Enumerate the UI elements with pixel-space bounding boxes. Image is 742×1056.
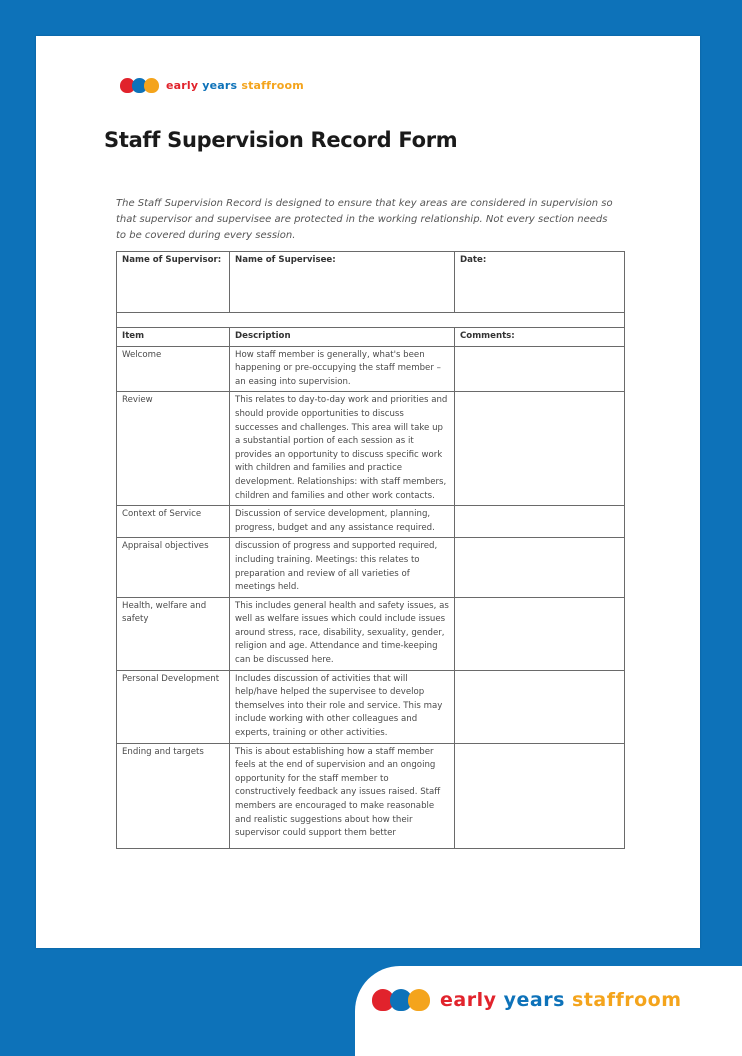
row-item: Context of Service [117,506,230,538]
row-description: This relates to day-to-day work and priorities and should provide opportunities to discuss successes and challenges. This area will take up a substantial portion of each session as it provides an opportunity to discuss specific work with children and families and practice development. Relationships: with staff members, children and families and other work contacts. [230,392,455,506]
row-comments-cell[interactable] [455,506,625,538]
table-row [117,597,625,670]
row-description: Includes discussion of activities that will help/have helped the supervisee to develop themselves into their role and service. This may include working with other colleagues and experts, training or other activities. [230,670,455,743]
brand-word-early: early [440,989,497,1011]
row-item: Ending and targets [117,743,230,848]
row-item: Health, welfare and safety [117,597,230,670]
description-header: Description [230,328,455,347]
row-description: Discussion of service development, planning, progress, budget and any assistance required. [230,506,455,538]
hands-logo-icon [120,78,156,93]
document-page [36,36,700,948]
table-row [117,538,625,597]
brand-word-early: early [166,78,199,92]
row-description: This includes general health and safety issues, as well as welfare issues which could include issues around stress, race, disability, sexuality, gender, religion and age. Attendance and time-keeping can be discussed here. [230,597,455,670]
date-cell[interactable]: Date: [455,252,625,313]
row-comments-cell[interactable] [455,346,625,392]
brand-logo-large [372,978,682,1022]
table-row [117,670,625,743]
supervision-table [116,251,625,849]
table-row [117,506,625,538]
row-description: How staff member is generally, what's been happening or pre-occupying the staff member – an easing into supervision. [230,346,455,392]
brand-wordmark [440,989,682,1011]
row-item: Review [117,392,230,506]
brand-word-years: years [202,78,238,92]
hands-logo-icon [372,989,426,1011]
brand-wordmark [166,79,304,92]
row-description: discussion of progress and supported required, including training. Meetings: this relates to preparation and review of all varieties of meetings held. [230,538,455,597]
row-item: Personal Development [117,670,230,743]
row-comments-cell[interactable] [455,538,625,597]
comments-header: Comments: [455,328,625,347]
brand-logo-small [120,68,304,102]
row-comments-cell[interactable] [455,670,625,743]
table-row [117,392,625,506]
table-row [117,743,625,848]
supervisee-name-cell[interactable]: Name of Supervisee: [230,252,455,313]
row-comments-cell[interactable] [455,743,625,848]
brand-word-staffroom: staffroom [572,989,682,1011]
brand-word-years: years [503,989,565,1011]
row-description: This is about establishing how a staff member feels at the end of supervision and an ongoing opportunity for the staff member to constructively feedback any issues raised. Staff members are encouraged to make reasonable and realistic suggestions about how their supervisor could support them better [230,743,455,848]
item-header: Item [117,328,230,347]
row-item: Welcome [117,346,230,392]
table-row [117,346,625,392]
supervisor-name-cell[interactable]: Name of Supervisor: [117,252,230,313]
brand-word-staffroom: staffroom [241,78,304,92]
column-header-row [117,328,625,347]
intro-paragraph: The Staff Supervision Record is designed to ensure that key areas are considered in supervision so that supervisor and supervisee are protected in the working relationship. Not every section needs to be covered during every session. [116,198,613,241]
spacer-row [117,313,625,328]
names-row [117,252,625,313]
row-item: Appraisal objectives [117,538,230,597]
page-title: Staff Supervision Record Form [104,128,458,152]
row-comments-cell[interactable] [455,392,625,506]
row-comments-cell[interactable] [455,597,625,670]
